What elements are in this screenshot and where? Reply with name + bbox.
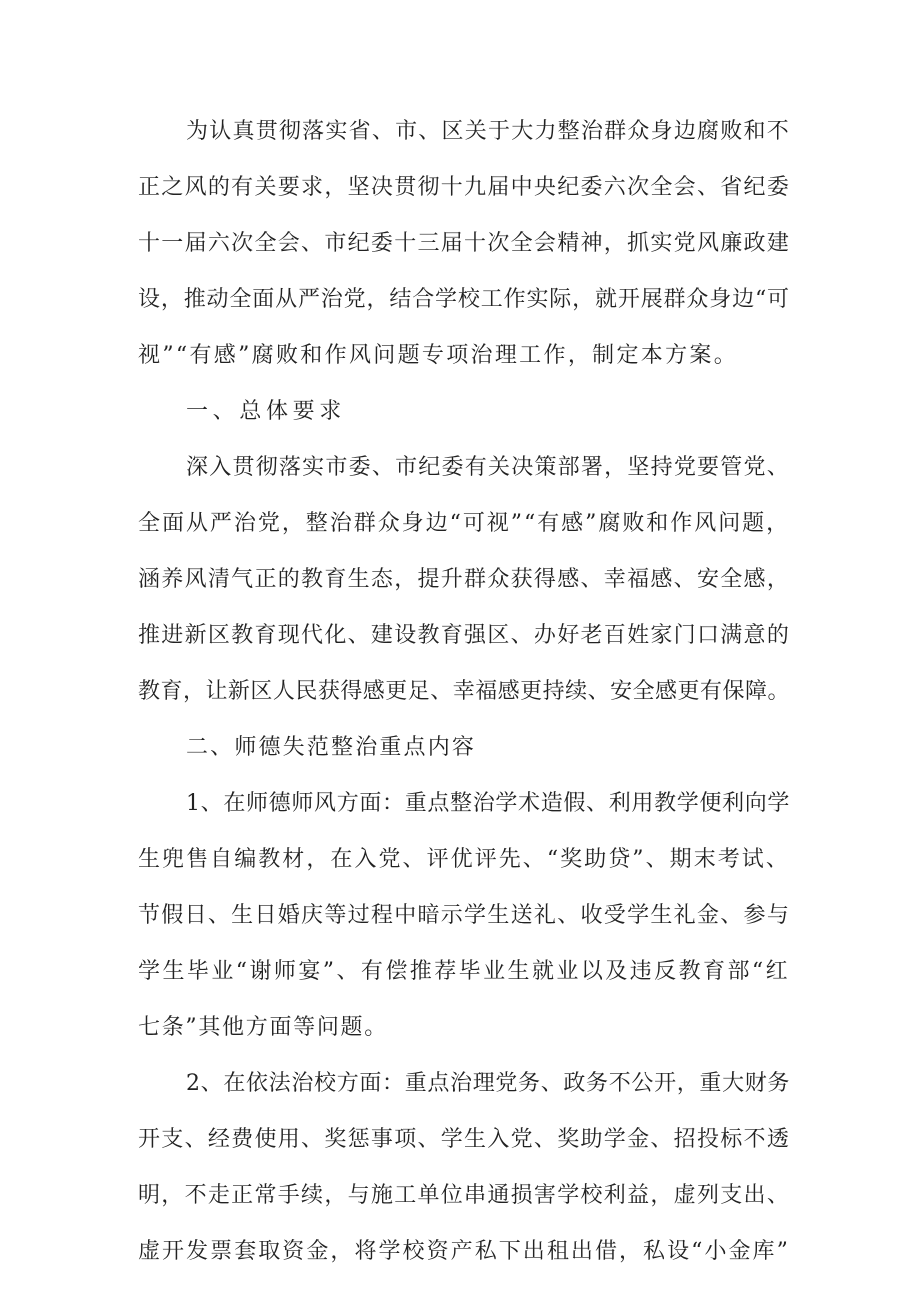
- paragraph-ethics-line-3: 节假日、生日婚庆等过程中暗示学生送礼、收受学生礼金、参与: [138, 903, 791, 928]
- paragraph-ethics-line-5: 七条”其他方面等问题。: [138, 1015, 388, 1040]
- paragraph-intro-line-2: 正之风的有关要求，坚决贯彻十九届中央纪委六次全会、省纪委: [138, 175, 791, 200]
- paragraph-requirements-line-3: 涵养风清气正的教育生态，提升群众获得感、幸福感、安全感，: [138, 567, 791, 592]
- paragraph-governance-line-2: 开支、经费使用、奖惩事项、学生入党、奖助学金、招投标不透: [138, 1127, 791, 1152]
- paragraph-governance-line-3: 明，不走正常手续，与施工单位串通损害学校利益，虚列支出、: [138, 1183, 791, 1208]
- section-heading-1: 一、总体要求: [186, 399, 346, 424]
- paragraph-requirements-line-1: 深入贯彻落实市委、市纪委有关决策部署，坚持党要管党、: [186, 455, 790, 480]
- paragraph-intro-line-4: 设，推动全面从严治党，结合学校工作实际，就开展群众身边“可: [138, 287, 790, 312]
- paragraph-ethics-line-2: 生兜售自编教材，在入党、评优评先、“奖助贷”、期末考试、: [138, 847, 790, 872]
- section-heading-2: 二、师德失范整治重点内容: [186, 735, 477, 760]
- paragraph-ethics-line-4: 学生毕业“谢师宴”、有偿推荐毕业生就业以及违反教育部“红: [138, 959, 791, 984]
- paragraph-requirements-line-4: 推进新区教育现代化、建设教育强区、办好老百姓家门口满意的: [138, 623, 791, 648]
- paragraph-requirements-line-5: 教育，让新区人民获得感更足、幸福感更持续、安全感更有保障。: [138, 679, 790, 704]
- paragraph-intro-line-5: 视”“有感”腐败和作风问题专项治理工作，制定本方案。: [138, 343, 739, 368]
- paragraph-intro-line-3: 十一届六次全会、市纪委十三届十次全会精神，抓实党风廉政建: [138, 231, 791, 256]
- paragraph-governance-line-1: 2、在依法治校方面：重点治理党务、政务不公开，重大财务: [186, 1071, 791, 1096]
- paragraph-governance-line-4: 虚开发票套取资金，将学校资产私下出租出借，私设“小金库”: [138, 1239, 790, 1264]
- paragraph-requirements-line-2: 全面从严治党，整治群众身边“可视”“有感”腐败和作风问题，: [138, 511, 791, 536]
- paragraph-ethics-line-1: 1、在师德师风方面：重点整治学术造假、利用教学便利向学: [186, 791, 791, 816]
- paragraph-intro-line-1: 为认真贯彻落实省、市、区关于大力整治群众身边腐败和不: [186, 119, 790, 144]
